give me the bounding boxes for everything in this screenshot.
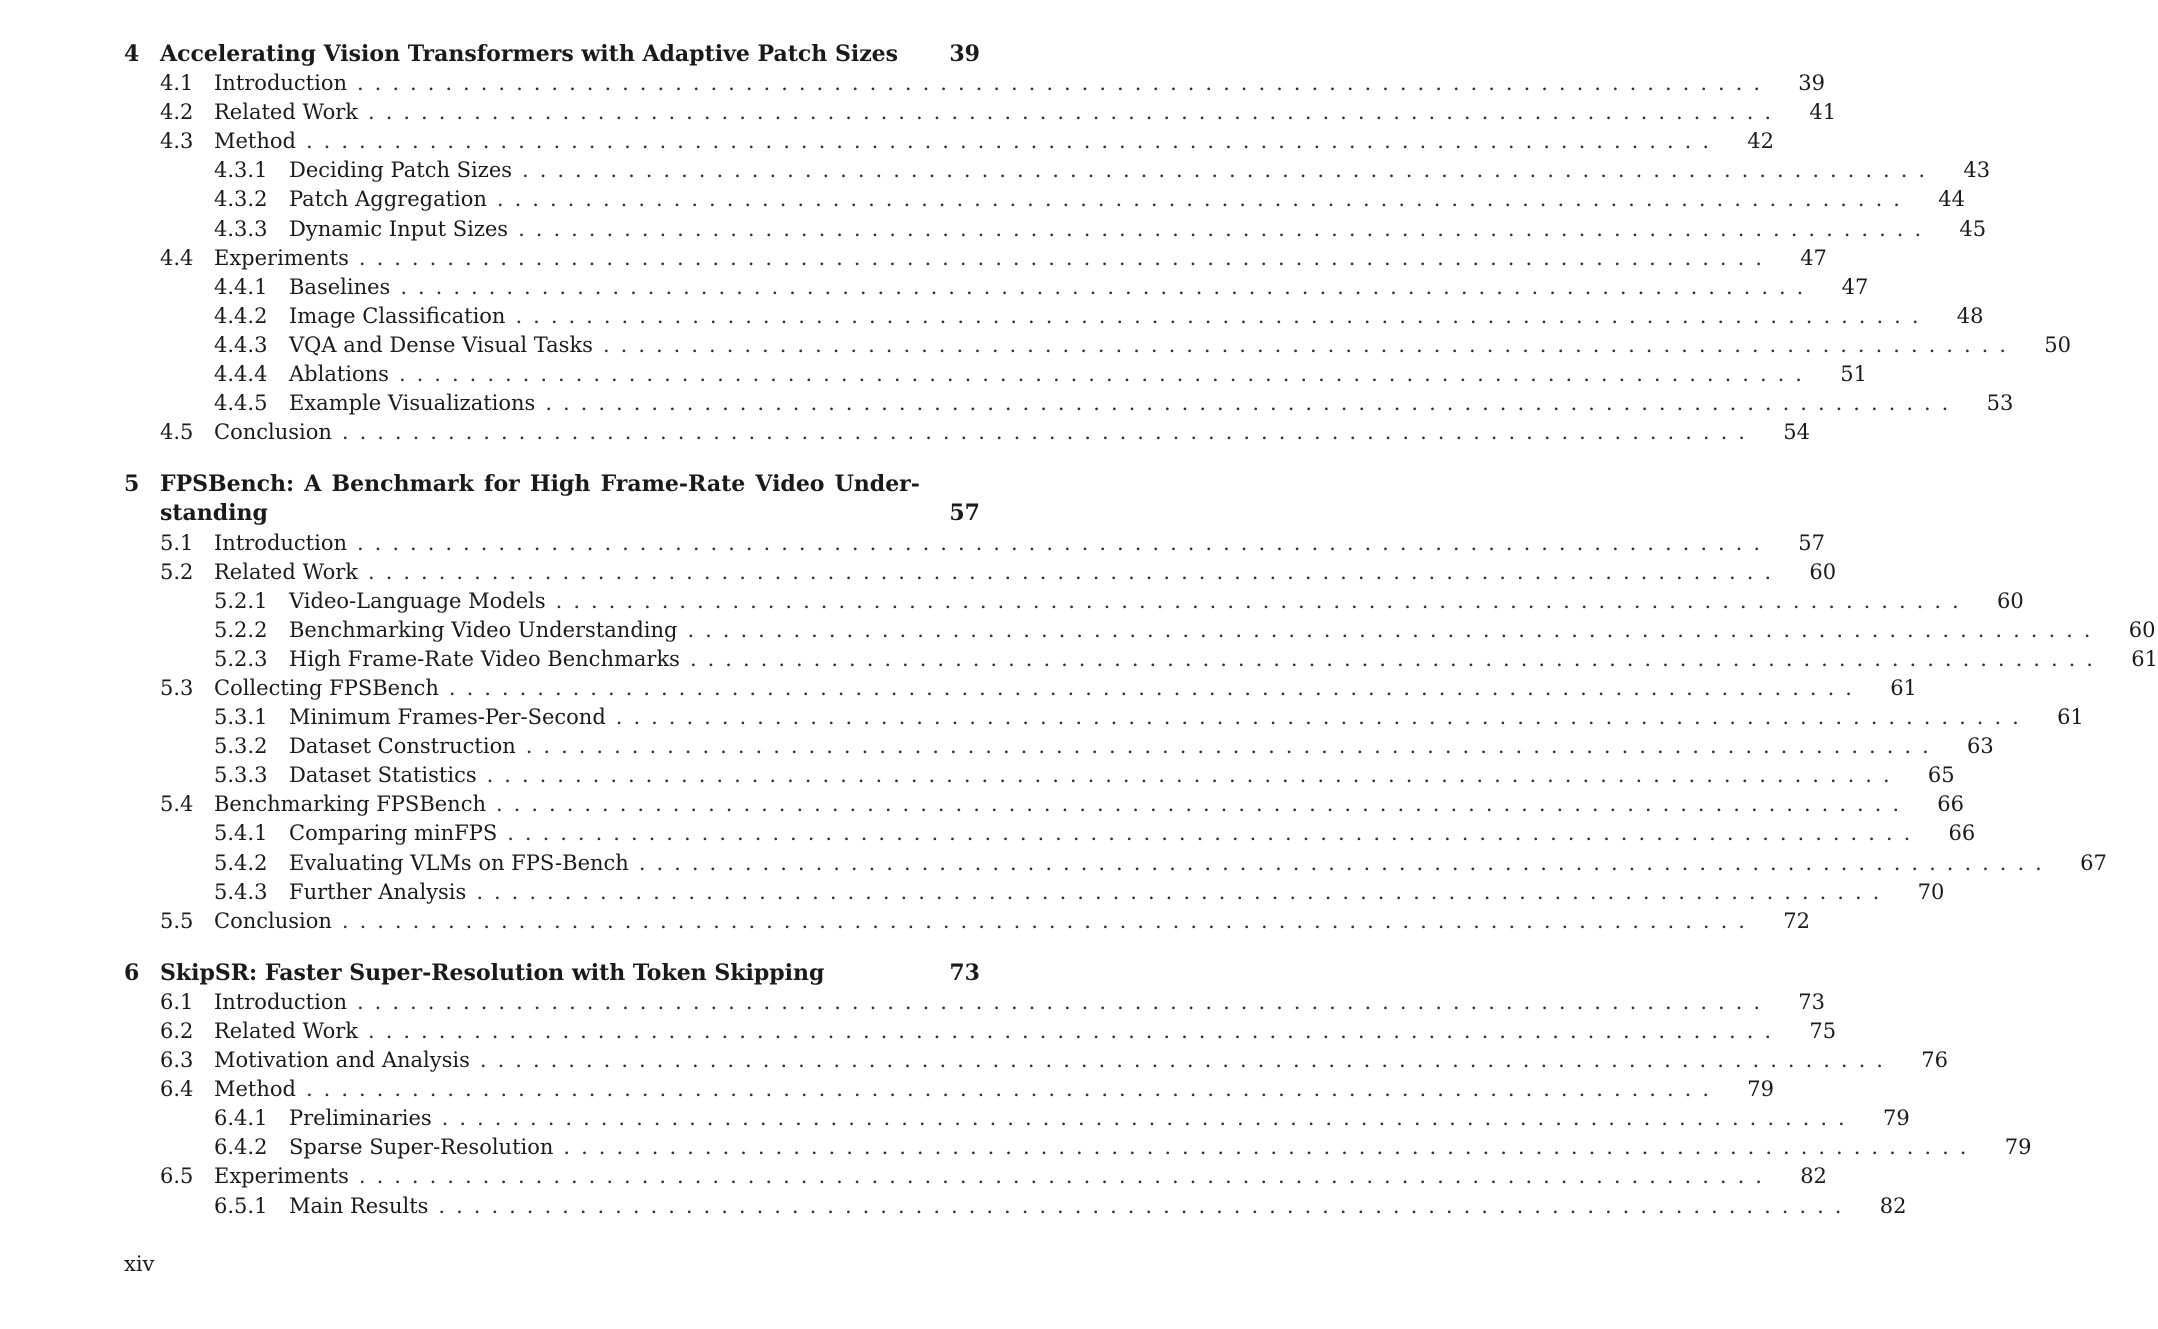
entry-title: Related Work <box>214 559 359 584</box>
chapter-title-word: High <box>529 471 591 498</box>
page-number-footer: xiv <box>124 1252 155 1276</box>
dot-leader: ................................................................................ <box>496 792 1911 817</box>
entry-number: 4.4.3 <box>214 332 268 357</box>
entry-page: 70 <box>1917 879 1945 904</box>
dot-leader: ................................................................................ <box>555 588 1970 613</box>
entry-title: Conclusion <box>214 420 332 445</box>
entry-number: 4.3.3 <box>214 216 268 241</box>
entry-title: Method <box>214 129 296 154</box>
entry-title: Example Visualizations <box>289 391 536 416</box>
dot-leader: ................................................................................ <box>522 158 1937 183</box>
toc-section-4-4[interactable] <box>124 244 1827 273</box>
entry-title: Preliminaries <box>289 1106 432 1131</box>
entry-number: 5.1 <box>160 530 194 555</box>
entry-number: 6.1 <box>160 989 194 1014</box>
toc-subsection-5-3-3[interactable] <box>124 761 1955 790</box>
entry-number: 5.2.3 <box>214 646 268 671</box>
entry-page: 66 <box>1937 792 1965 817</box>
entry-page: 60 <box>1996 588 2024 613</box>
entry-number: 4.2 <box>160 100 194 125</box>
entry-number: 5.4.1 <box>214 821 268 846</box>
entry-title: Evaluating VLMs on FPS-Bench <box>289 850 629 875</box>
entry-page: 79 <box>2004 1135 2032 1160</box>
toc-subsection-5-3-1[interactable] <box>124 703 2084 732</box>
dot-leader: ................................................................................ <box>448 675 1863 700</box>
entry-title: Introduction <box>214 989 347 1014</box>
entry-number: 5.5 <box>160 908 194 933</box>
entry-page: 66 <box>1948 821 1976 846</box>
dot-leader: ................................................................................ <box>476 879 1891 904</box>
entry-title: High Frame-Rate Video Benchmarks <box>289 646 680 671</box>
toc-subsection-5-3-2[interactable] <box>124 732 1994 761</box>
entry-title: Ablations <box>289 362 389 387</box>
entry-number: 5.3.2 <box>214 734 268 759</box>
toc-subsection-4-4-4[interactable] <box>124 360 1867 389</box>
entry-page: 60 <box>2128 617 2156 642</box>
entry-title: Image Classification <box>289 303 506 328</box>
chapter-title-word: Frame-Rate <box>600 471 746 498</box>
dot-leader: ................................................................................ <box>687 617 2102 642</box>
entry-number: 4.1 <box>160 71 194 96</box>
entry-page: 76 <box>1921 1048 1948 1073</box>
toc-chapter-5-line-2[interactable] <box>124 499 980 528</box>
entry-number: 5.4 <box>160 792 194 817</box>
entry-page: 51 <box>1840 362 1867 387</box>
entry-title: Introduction <box>214 71 347 96</box>
entry-title: VQA and Dense Visual Tasks <box>289 332 593 357</box>
chapter-title: Accelerating Vision Transformers with Adaptive Patch Sizes <box>160 41 899 67</box>
chapter-number: 5 <box>124 471 140 498</box>
entry-title: Further Analysis <box>289 879 467 904</box>
entry-title: Benchmarking Video Understanding <box>289 617 678 642</box>
toc-subsection-6-5-1[interactable] <box>124 1192 1907 1221</box>
chapter-title-word: Under- <box>834 471 920 498</box>
dot-leader: ................................................................................ <box>305 1077 1721 1102</box>
toc-subsection-4-4-2[interactable] <box>124 302 1984 331</box>
chapter-6-entries <box>124 988 2032 1221</box>
chapter-title-word: Video <box>755 471 825 498</box>
entry-number: 4.4.4 <box>214 362 268 387</box>
toc-subsection-4-4-1[interactable] <box>124 273 1869 302</box>
chapter-title: SkipSR: Faster Super-Resolution with Token Skipping <box>160 959 825 986</box>
toc-section-5-3[interactable] <box>124 674 1917 703</box>
entry-number: 6.3 <box>160 1048 194 1073</box>
toc-section-5-4[interactable] <box>124 790 1965 819</box>
dot-leader: ................................................................................ <box>486 763 1901 788</box>
dot-leader: ................................................................................ <box>368 1019 1783 1043</box>
chapter-title-word: A <box>304 471 322 498</box>
dot-leader: ................................................................................ <box>496 187 1911 212</box>
toc-section-4-1[interactable] <box>124 69 1826 98</box>
dot-leader: ................................................................................ <box>357 530 1772 555</box>
dot-leader: ................................................................................ <box>602 332 2017 357</box>
entry-title: Dataset Construction <box>289 734 516 759</box>
entry-title: Minimum Frames-Per-Second <box>289 705 606 730</box>
chapter-title-word: Benchmark <box>331 471 474 498</box>
toc-subsection-5-2-2[interactable] <box>124 616 2156 645</box>
entry-title: Introduction <box>214 530 347 555</box>
table-of-contents <box>124 40 2158 1221</box>
entry-title: Deciding Patch Sizes <box>289 158 513 183</box>
entry-page: 61 <box>1890 675 1917 700</box>
entry-title: Related Work <box>214 1019 359 1043</box>
entry-title: Dynamic Input Sizes <box>289 216 509 241</box>
entry-page: 79 <box>1882 1106 1910 1131</box>
entry-page: 48 <box>1956 303 1984 328</box>
entry-title: Main Results <box>289 1193 429 1218</box>
entry-number: 5.3 <box>160 675 194 700</box>
entry-number: 5.3.3 <box>214 763 268 788</box>
toc-subsection-6-4-1[interactable] <box>124 1104 1910 1133</box>
entry-number: 6.4 <box>160 1077 194 1102</box>
toc-section-6-3[interactable] <box>124 1046 1948 1075</box>
toc-subsection-5-2-3[interactable] <box>124 645 2158 674</box>
chapter-page: 57 <box>949 500 980 527</box>
toc-subsection-4-3-2[interactable] <box>124 185 1965 214</box>
entry-number: 6.2 <box>160 1019 194 1043</box>
toc-subsection-5-2-1[interactable] <box>124 587 2024 616</box>
dot-leader: ................................................................................ <box>368 559 1783 584</box>
dot-leader: ................................................................................ <box>545 391 1960 416</box>
toc-section-6-4[interactable] <box>124 1075 1775 1104</box>
entry-page: 72 <box>1783 908 1810 933</box>
entry-number: 5.4.2 <box>214 850 268 875</box>
dot-leader: ................................................................................ <box>615 705 2030 730</box>
entry-number: 4.3.2 <box>214 187 268 212</box>
toc-section-4-3[interactable] <box>124 127 1775 156</box>
toc-section-4-2[interactable] <box>124 98 1837 127</box>
toc-subsection-5-4-2[interactable] <box>124 849 2107 878</box>
toc-subsection-4-3-3[interactable] <box>124 215 1987 244</box>
entry-page: 73 <box>1798 989 1826 1014</box>
dot-leader: ................................................................................ <box>441 1106 1856 1131</box>
entry-number: 6.5 <box>160 1164 194 1189</box>
entry-title: Conclusion <box>214 908 332 933</box>
chapter-title-word: FPSBench: <box>160 471 295 498</box>
entry-number: 6.4.1 <box>214 1106 268 1131</box>
entry-page: 42 <box>1747 129 1775 154</box>
entry-page: 61 <box>2057 705 2084 730</box>
entry-title: Sparse Super-Resolution <box>289 1135 554 1160</box>
chapter-page: 73 <box>949 959 980 986</box>
toc-section-6-2[interactable] <box>124 1017 1837 1046</box>
entry-number: 4.4.2 <box>214 303 268 328</box>
toc-subsection-5-4-3[interactable] <box>124 878 1945 907</box>
entry-number: 5.2.2 <box>214 617 268 642</box>
entry-page: 54 <box>1783 420 1810 445</box>
chapter-title-line-2: standing <box>160 500 268 527</box>
entry-page: 44 <box>1938 187 1965 212</box>
dot-leader: ................................................................................ <box>507 821 1922 846</box>
entry-title: Motivation and Analysis <box>214 1048 470 1073</box>
toc-subsection-4-4-5[interactable] <box>124 389 2014 418</box>
entry-page: 67 <box>2080 850 2107 875</box>
toc-section-4-5[interactable] <box>124 418 1810 447</box>
toc-chapter-5[interactable] <box>124 470 980 499</box>
entry-number: 5.3.1 <box>214 705 268 730</box>
entry-page: 50 <box>2044 332 2071 357</box>
entry-title: Baselines <box>289 274 391 299</box>
dot-leader: ................................................................................ <box>357 71 1772 96</box>
entry-number: 4.4.5 <box>214 391 268 416</box>
dot-leader: ................................................................................ <box>515 303 1930 328</box>
toc-section-6-1[interactable] <box>124 988 1826 1017</box>
entry-page: 65 <box>1927 763 1955 788</box>
dot-leader: ................................................................................ <box>341 908 1756 933</box>
dot-leader: ................................................................................ <box>357 989 1772 1014</box>
chapter-number: 4 <box>124 41 140 67</box>
entry-title: Video-Language Models <box>289 588 546 613</box>
toc-subsection-4-4-3[interactable] <box>124 331 2071 360</box>
entry-title: Method <box>214 1077 296 1102</box>
entry-title: Experiments <box>214 245 349 270</box>
dot-leader: ................................................................................ <box>305 129 1721 154</box>
entry-number: 5.2 <box>160 559 194 584</box>
toc-chapter-6[interactable] <box>124 959 980 988</box>
dot-leader: ................................................................................ <box>689 646 2104 671</box>
entry-page: 47 <box>1841 274 1869 299</box>
toc-section-5-5[interactable] <box>124 907 1810 936</box>
dot-leader: ................................................................................ <box>438 1193 1853 1218</box>
entry-title: Related Work <box>214 100 359 125</box>
chapter-title-line-1 <box>160 470 920 499</box>
entry-number: 5.4.3 <box>214 879 268 904</box>
entry-title: Benchmarking FPSBench <box>214 792 486 817</box>
toc-subsection-6-4-2[interactable] <box>124 1133 2032 1162</box>
entry-page: 61 <box>2131 646 2158 671</box>
dot-leader: ................................................................................ <box>368 100 1783 125</box>
entry-number: 4.4 <box>160 245 194 270</box>
entry-title: Experiments <box>214 1164 349 1189</box>
entry-number: 6.5.1 <box>214 1193 268 1218</box>
toc-section-5-2[interactable] <box>124 558 1837 587</box>
toc-chapter-4[interactable] <box>124 40 980 69</box>
entry-title: Collecting FPSBench <box>214 675 439 700</box>
entry-page: 60 <box>1809 559 1837 584</box>
chapter-number: 6 <box>124 959 140 986</box>
dot-leader: ................................................................................ <box>479 1048 1894 1073</box>
toc-section-5-1[interactable] <box>124 529 1826 558</box>
dot-leader: ................................................................................ <box>341 420 1756 445</box>
entry-page: 41 <box>1809 100 1837 125</box>
entry-title: Patch Aggregation <box>289 187 487 212</box>
dot-leader: ................................................................................ <box>638 850 2053 875</box>
entry-page: 53 <box>1986 391 2014 416</box>
toc-subsection-4-3-1[interactable] <box>124 156 1991 185</box>
entry-title: Dataset Statistics <box>289 763 477 788</box>
entry-number: 4.5 <box>160 420 194 445</box>
entry-page: 79 <box>1747 1077 1775 1102</box>
entry-number: 4.4.1 <box>214 274 268 299</box>
entry-title: Comparing minFPS <box>289 821 498 846</box>
entry-number: 4.3 <box>160 129 194 154</box>
entry-page: 75 <box>1809 1019 1837 1043</box>
dot-leader: ................................................................................ <box>358 245 1773 270</box>
entry-number: 4.3.1 <box>214 158 268 183</box>
entry-page: 82 <box>1800 1164 1827 1189</box>
dot-leader: ................................................................................ <box>518 216 1933 241</box>
chapter-title-word: for <box>484 471 520 498</box>
entry-page: 45 <box>1959 216 1987 241</box>
dot-leader: ................................................................................ <box>398 362 1813 387</box>
dot-leader: ................................................................................ <box>400 274 1815 299</box>
entry-page: 63 <box>1967 734 1994 759</box>
entry-number: 5.2.1 <box>214 588 268 613</box>
dot-leader: ................................................................................ <box>563 1135 1978 1160</box>
dot-leader: ................................................................................ <box>358 1164 1773 1189</box>
entry-page: 43 <box>1963 158 1991 183</box>
chapter-4-entries <box>124 69 2071 447</box>
entry-page: 39 <box>1798 71 1826 96</box>
entry-page: 47 <box>1800 245 1827 270</box>
chapter-5-entries <box>124 529 2158 936</box>
chapter-page: 39 <box>949 41 980 67</box>
dot-leader: ................................................................................ <box>525 734 1940 759</box>
entry-page: 57 <box>1798 530 1826 555</box>
entry-page: 82 <box>1879 1193 1907 1218</box>
toc-subsection-5-4-1[interactable] <box>124 819 1976 848</box>
toc-section-6-5[interactable] <box>124 1162 1827 1191</box>
entry-number: 6.4.2 <box>214 1135 268 1160</box>
